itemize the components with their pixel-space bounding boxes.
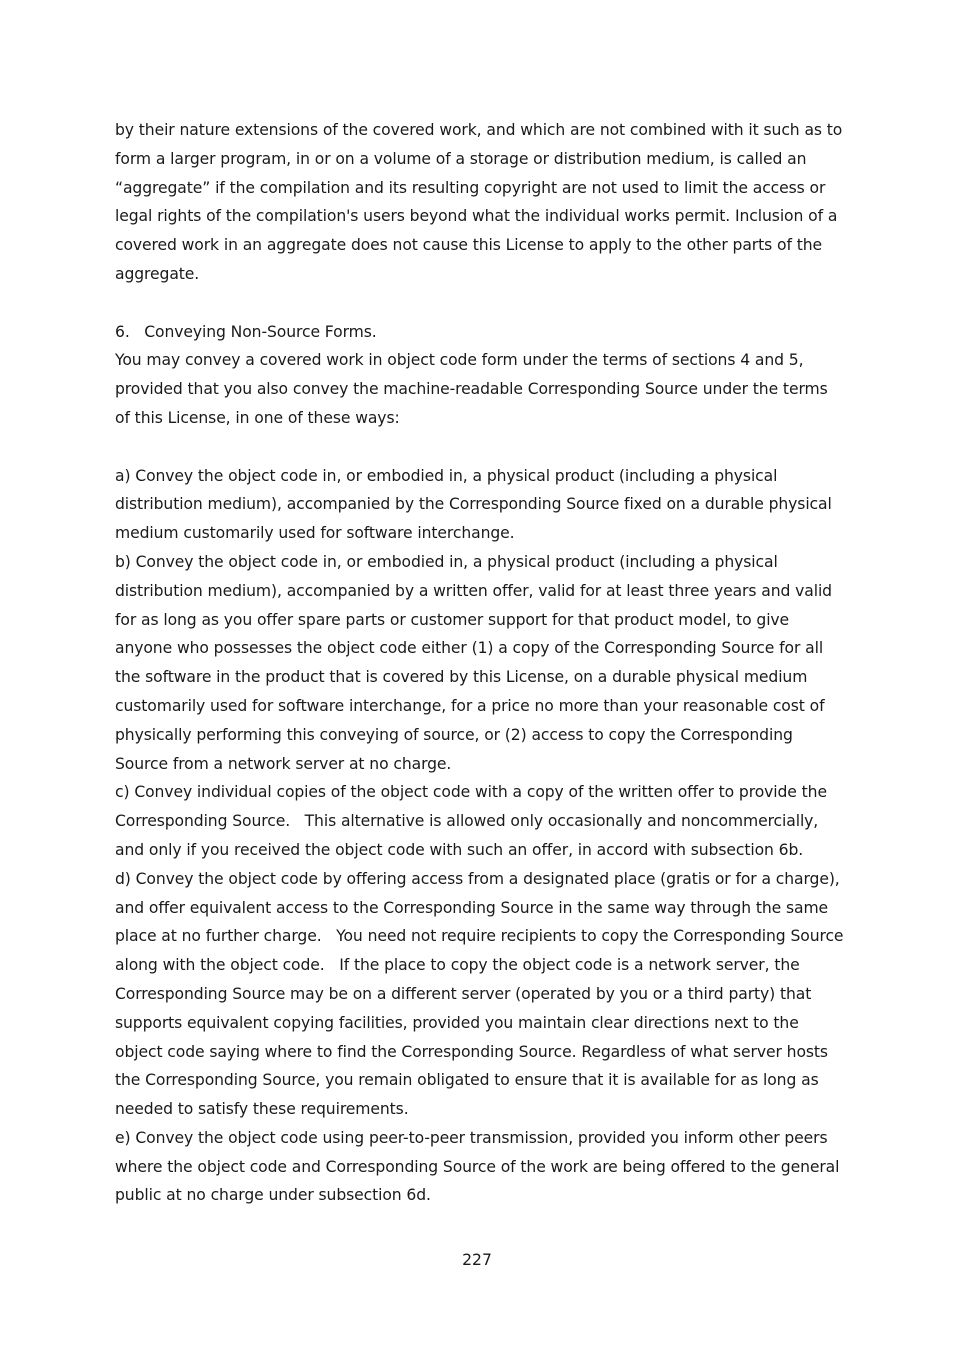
list-item-a: a) Convey the object code in, or embodied in, a physical product (including a physical distribution medium), accompanied by the Corresponding Source fixed on a durable physical medium customarily used for software interchange. <box>115 466 837 543</box>
document-body <box>115 116 849 1210</box>
section-heading: 6. Conveying Non-Source Forms. <box>115 322 377 341</box>
intro-paragraph: by their nature extensions of the covered work, and which are not combined with it such as to form a larger program, in or on a volume of a storage or distribution medium, is called an “aggregate” if the compilation and its resulting copyright are not used to limit the access or legal rights of the compilation's users beyond what the individual works permit. Inclusion of a covered work in an aggregate does not cause this License to apply to the other parts of the aggregate. <box>115 121 848 283</box>
list-item-e: e) Convey the object code using peer-to-peer transmission, provided you inform other peers where the object code and Corresponding Source of the work are being offered to the general public at no charge under subsection 6d. <box>115 1128 845 1205</box>
list-item-d: d) Convey the object code by offering access from a designated place (gratis or for a charge), and offer equivalent access to the Corresponding Source in the same way through the same place at no further charge. You need not require recipients to copy the Corresponding Source along with the object code. If the place to copy the object code is a network server, the Corresponding Source may be on a different server (operated by you or a third party) that supports equivalent copying facilities, provided you maintain clear directions next to the object code saying where to find the Corresponding Source. Regardless of what server hosts the Corresponding Source, you remain obligated to ensure that it is available for as long as needed to satisfy these requirements. <box>115 869 849 1119</box>
list-item-c: c) Convey individual copies of the object code with a copy of the written offer to provide the Corresponding Source. This alternative is allowed only occasionally and noncommercially, and only if you received the object code with such an offer, in accord with subsection 6b. <box>115 783 832 859</box>
section-intro: You may convey a covered work in object code form under the terms of sections 4 and 5, provided that you also convey the machine-readable Corresponding Source under the terms of this License, in one of these ways: <box>115 351 833 427</box>
page-number: 227 <box>462 1251 492 1269</box>
paragraph-spacer <box>115 433 845 462</box>
list-item-b: b) Convey the object code in, or embodied in, a physical product (including a physical distribution medium), accompanied by a written offer, valid for at least three years and valid for as long as you offer spare parts or customer support for that product model, to give anyone who possesses the object code either (1) a copy of the Corresponding Source for all the software in the product that is covered by this License, on a durable physical medium customarily used for software interchange, for a price no more than your reasonable cost of physically performing this conveying of source, or (2) access to copy the Corresponding Source from a network server at no charge. <box>115 552 837 773</box>
paragraph-spacer <box>115 289 845 318</box>
